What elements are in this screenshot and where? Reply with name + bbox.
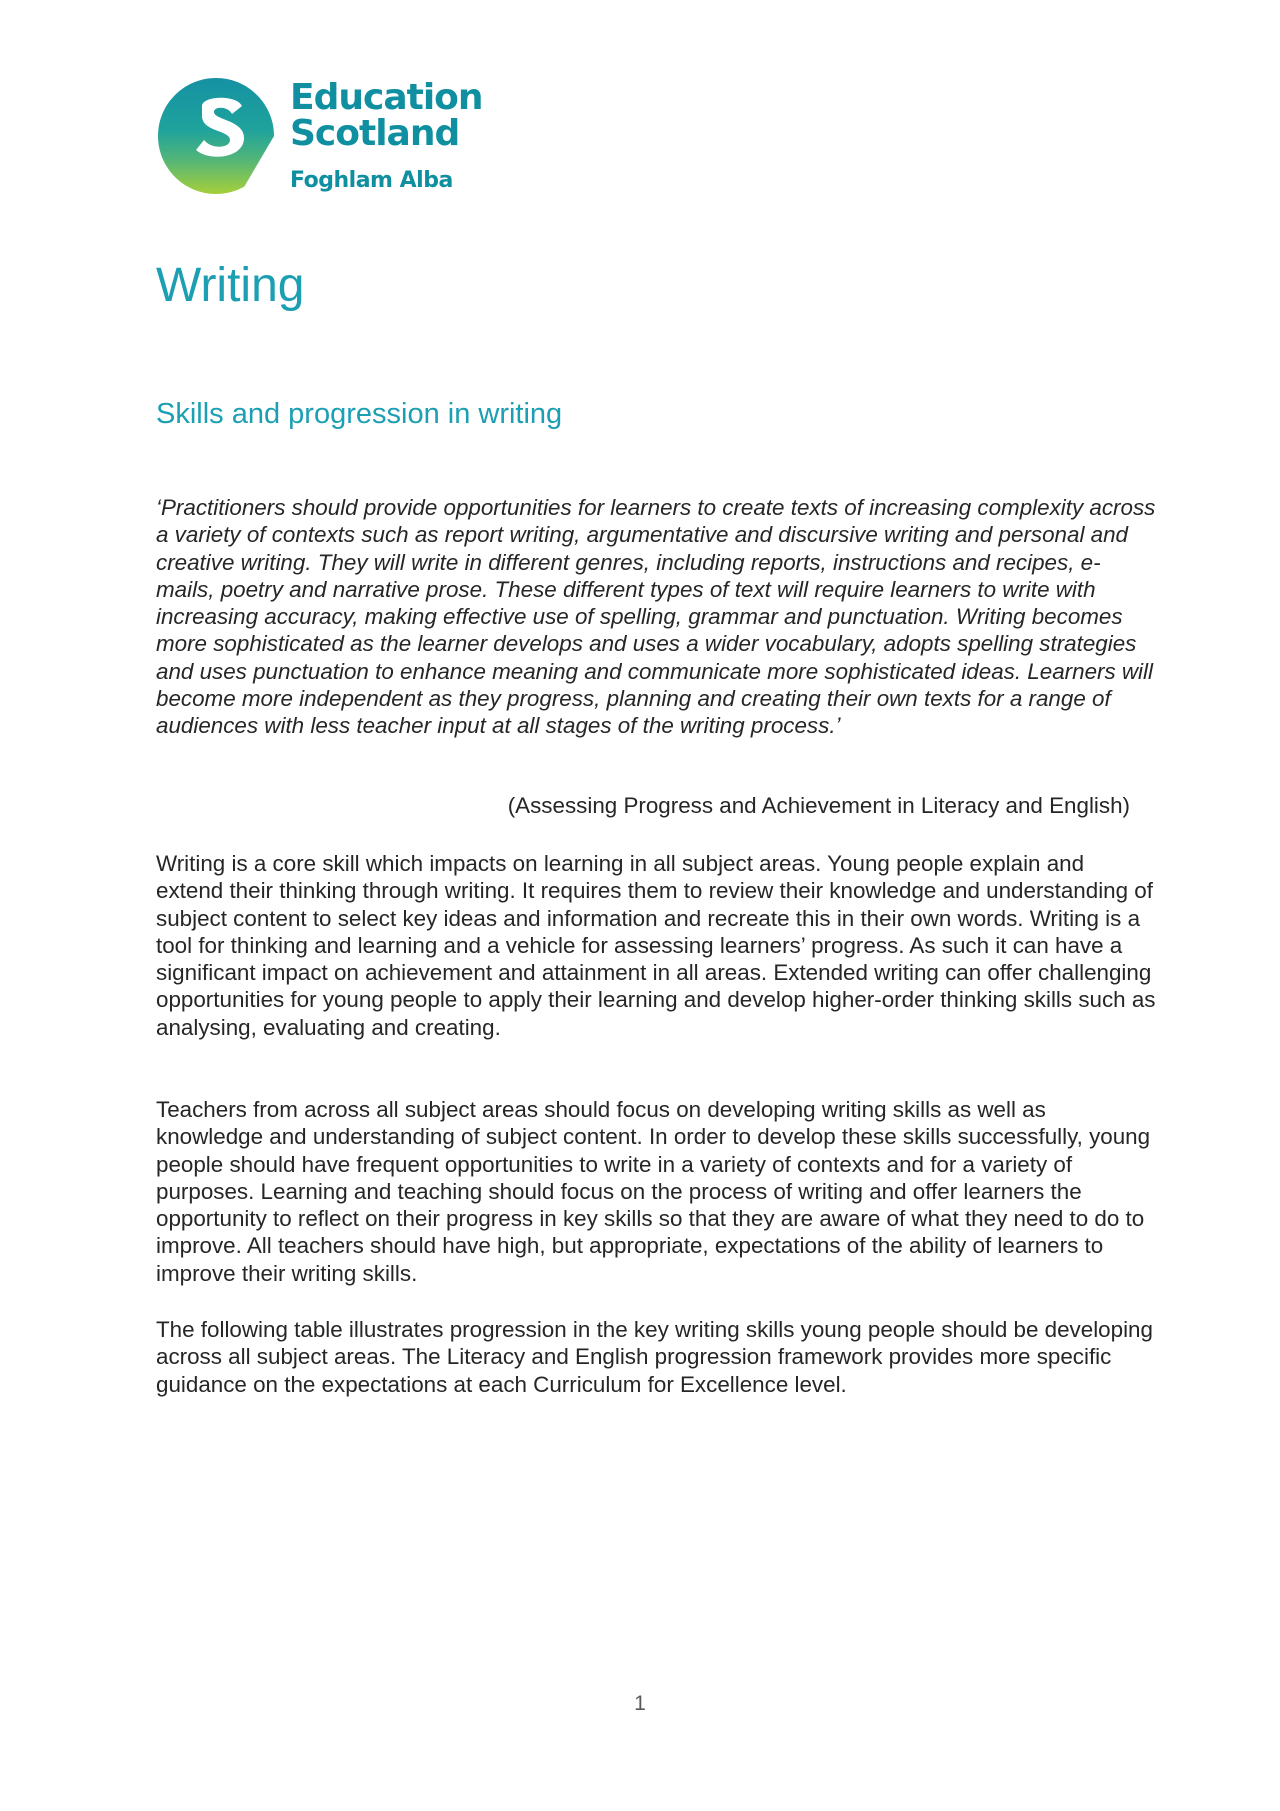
education-scotland-e-mark-icon [156, 76, 276, 196]
body-paragraph: The following table illustrates progression in the key writing skills young people should be developing across all subject areas. The Literacy and English progression framework provides more specific guidance on the expectations at each Curriculum for Excellence level. [156, 1317, 1153, 1397]
page-number: 1 [634, 1692, 646, 1715]
body-paragraph: Teachers from across all subject areas should focus on developing writing skills as well as knowledge and understanding of subject content. In order to develop these skills successfully, young people should have frequent opportunities to write in a variety of contexts and for a variety of purposes. Learning and teaching should focus on the process of writing and offer learners the opportunity to reflect on their progress in key skills so that they are aware of what they need to do to improve. All teachers should have high, but appropriate, expectations of the ability of learners to improve their writing skills. [156, 1097, 1151, 1286]
logo-line-scotland: Scotland [290, 113, 460, 154]
logo-line-education: Education [290, 77, 483, 118]
page-title: Writing [156, 259, 305, 312]
section-heading: Skills and progression in writing [156, 398, 563, 430]
body-paragraph: Writing is a core skill which impacts on learning in all subject areas. Young people explain and extend their thinking through writing. It requires them to review their knowledge and understanding of subject content to select key ideas and information and recreate this in their own words. Writing is a tool for thinking and learning and a vehicle for assessing learners’ progress. As such it can have a significant impact on achievement and attainment in all areas. Extended writing can offer challenging opportunities for young people to apply their learning and develop higher-order thinking skills such as analysing, evaluating and creating. [156, 851, 1156, 1040]
quote-attribution: (Assessing Progress and Achievement in Literacy and English) [507, 793, 1130, 818]
intro-quote: ‘Practitioners should provide opportunities for learners to create texts of increasing complexity across a variety of contexts such as report writing, argumentative and discursive writing and personal and creative writing. They will write in different genres, including reports, instructions and recipes, e-mails, poetry and narrative prose. These different types of text will require learners to write with increasing accuracy, making effective use of spelling, grammar and punctuation. Writing becomes more sophisticated as the learner develops and uses a wider vocabulary, adopts spelling strategies and uses punctuation to enhance meaning and communicate more sophisticated ideas. Learners will become more independent as they progress, planning and creating their own texts for a range of audiences with less teacher input at all stages of the writing process.’ [156, 495, 1156, 739]
logo-text [290, 77, 483, 194]
logo-line-foghlam-alba: Foghlam Alba [290, 168, 453, 193]
education-scotland-logo [156, 76, 483, 200]
